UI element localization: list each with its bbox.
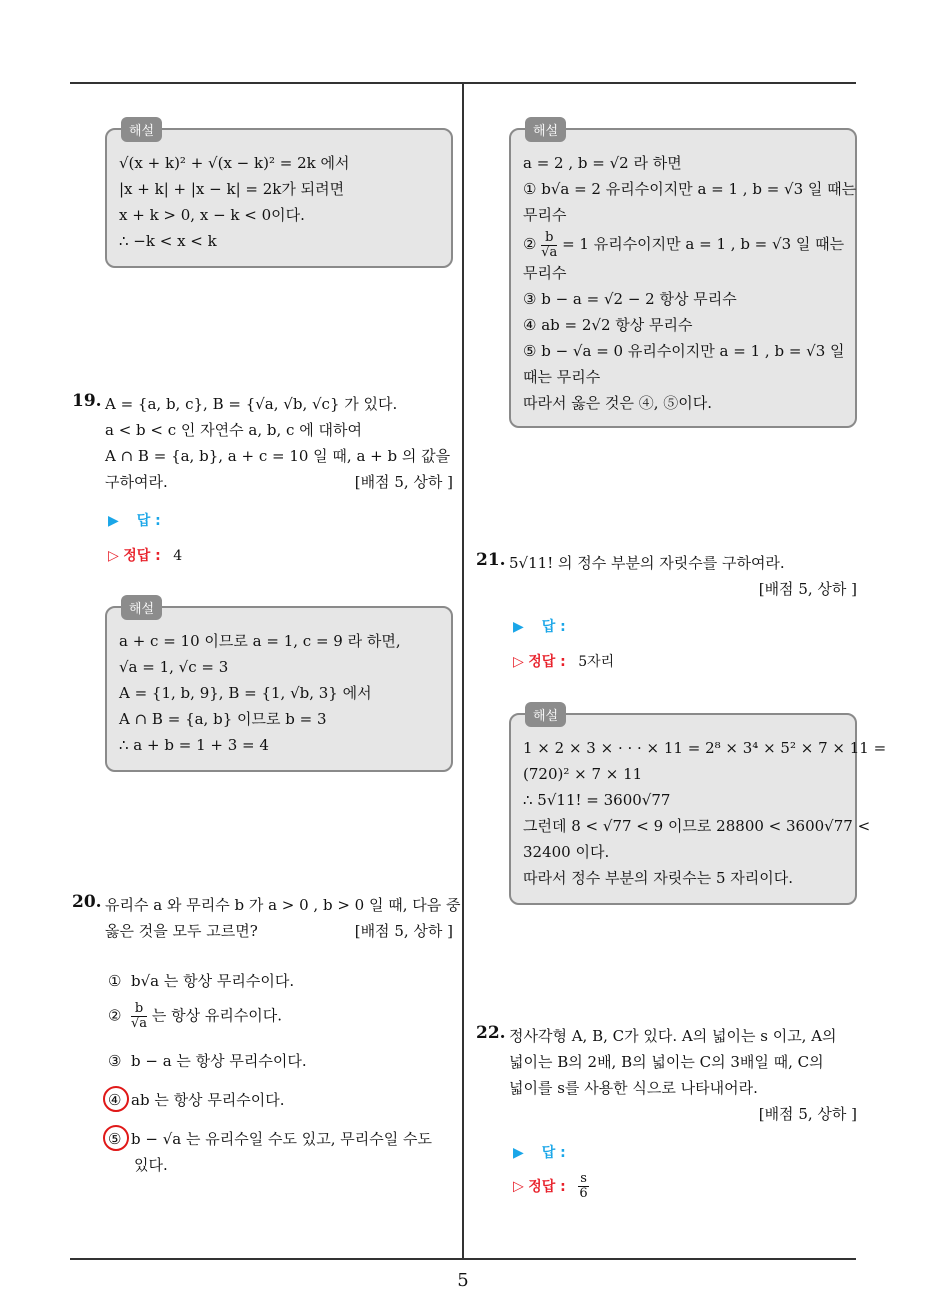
question-number-21: 21. (476, 550, 506, 570)
choice-text: b − a 는 항상 무리수이다. (131, 1052, 307, 1070)
column-divider (462, 83, 464, 1258)
triangle-icon: ▶ (513, 1145, 524, 1161)
solution-box-21 (509, 709, 887, 905)
question-line (105, 918, 453, 944)
correct-value: 4 (173, 548, 183, 564)
choice-text: b − √a 는 유리수일 수도 있고, 무리수일 수도 (131, 1130, 432, 1148)
question-line: 5√11! 의 정수 부분의 자릿수를 구하여라. (509, 554, 785, 572)
question-number-22: 22. (476, 1023, 506, 1043)
question-line: 정사각형 A, B, C가 있다. A의 넓이는 s 이고, A의 (509, 1027, 837, 1045)
question-line-text: 옳은 것을 모두 고르면? (105, 922, 258, 940)
choice-text: b√a 는 항상 무리수이다. (131, 972, 295, 990)
correct-row-19 (108, 545, 182, 565)
solution-line: ∴ a + b = 1 + 3 = 4 (119, 736, 269, 754)
question-line: 유리수 a 와 무리수 b 가 a > 0 , b > 0 일 때, 다음 중 (105, 896, 461, 914)
choice-mark: ① (108, 972, 122, 990)
question-number-19: 19. (72, 391, 102, 411)
answer-label: 답 : (541, 1145, 566, 1161)
question-21-text (509, 550, 857, 602)
answer-label: 답 : (541, 619, 566, 635)
solution-line: √a = 1, √c = 3 (119, 658, 229, 676)
solution-tag: 해설 (121, 595, 162, 620)
score-label: [배점 5, 상하 ] (354, 473, 453, 491)
choice-2[interactable] (108, 1002, 282, 1031)
question-line: a < b < c 인 자연수 a, b, c 에 대하여 (105, 421, 362, 439)
question-line-text: 구하여라. (105, 473, 168, 491)
fraction (541, 231, 557, 260)
page-number: 5 (457, 1270, 469, 1291)
solution-line: 따라서 정수 부분의 자릿수는 5 자리이다. (523, 869, 793, 887)
solution-line: √(x + k)² + √(x − k)² = 2k 에서 (119, 154, 350, 172)
choice-mark: ③ (108, 1052, 122, 1070)
choice-text: ab 는 항상 무리수이다. (131, 1091, 285, 1109)
triangle-outline-icon: ▷ (513, 1178, 524, 1195)
score-label: [배점 5, 상하 ] (354, 922, 453, 940)
answer-row-19 (108, 510, 161, 530)
fraction-numerator: b (541, 231, 557, 246)
question-20-text (105, 892, 461, 944)
solution-box-19 (105, 602, 453, 772)
solution-box-20 (509, 124, 857, 428)
solution-line: x + k > 0, x − k < 0이다. (119, 206, 305, 224)
answer-row-21 (513, 616, 566, 636)
correct-label: 정답 : (528, 1178, 566, 1195)
choice-4[interactable] (108, 1087, 285, 1113)
solution-line: a + c = 10 이므로 a = 1, c = 9 라 하면, (119, 632, 401, 650)
choice-3[interactable] (108, 1048, 307, 1074)
triangle-outline-icon: ▷ (108, 548, 119, 564)
bottom-rule (70, 1258, 856, 1260)
solution-tag: 해설 (525, 117, 566, 142)
correct-value: 5자리 (578, 654, 615, 670)
question-line: 넓이는 B의 2배, B의 넓이는 C의 3배일 때, C의 (509, 1053, 824, 1071)
triangle-icon: ▶ (108, 513, 119, 529)
fraction-denominator: √a (131, 1016, 148, 1031)
fraction-numerator: s (580, 1171, 587, 1186)
correct-fraction (578, 1172, 589, 1201)
solution-line: ④ ab = 2√2 항상 무리수 (523, 316, 693, 334)
question-19-text (105, 391, 453, 495)
question-number-20: 20. (72, 892, 102, 912)
question-line: A = {a, b, c}, B = {√a, √b, √c} 가 있다. (105, 395, 398, 413)
solution-line: 따라서 옳은 것은 ④, ⑤이다. (523, 394, 713, 412)
choice-text: 는 항상 유리수이다. (151, 1006, 283, 1025)
solution-line: ① b√a = 2 유리수이지만 a = 1 , b = √3 일 때는 (523, 180, 857, 198)
choice-5[interactable] (108, 1126, 453, 1178)
score-label: [배점 5, 상하 ] (758, 580, 857, 598)
correct-label: 정답 : (123, 548, 161, 564)
fraction-denominator: √a (541, 244, 558, 260)
solution-line: ⑤ b − √a = 0 유리수이지만 a = 1 , b = √3 일 (523, 342, 845, 360)
fraction-numerator: b (131, 1002, 147, 1017)
choice-text-continued: 있다. (134, 1156, 168, 1174)
triangle-outline-icon: ▷ (513, 654, 524, 670)
answer-row-22 (513, 1142, 566, 1162)
solution-line: 1 × 2 × 3 × · · · × 11 = 2⁸ × 3⁴ × 5² × 7 × 11 = (523, 739, 887, 757)
solution-line (523, 228, 843, 260)
question-line: 넓이를 s를 사용한 식으로 나타내어라. (509, 1079, 758, 1097)
answer-label: 답 : (136, 513, 161, 529)
solution-line: A ∩ B = {a, b} 이므로 b = 3 (119, 710, 327, 728)
correct-label: 정답 : (528, 654, 566, 670)
solution-tag: 해설 (525, 702, 566, 727)
solution-text: = 1 유리수이지만 a = 1 , b = √3 일 때는 (562, 235, 845, 253)
question-line (105, 469, 453, 495)
solution-line: ∴ 5√11! = 3600√77 (523, 791, 671, 809)
choice-mark: ② (108, 1006, 122, 1025)
choice-mark: ⑤ (108, 1130, 122, 1148)
triangle-icon: ▶ (513, 619, 524, 635)
choice-mark: ④ (108, 1091, 122, 1109)
fraction-denominator: 6 (579, 1186, 588, 1201)
solution-tag: 해설 (121, 117, 162, 142)
solution-line: a = 2 , b = √2 라 하면 (523, 154, 682, 172)
solution-box-18 (105, 124, 453, 268)
solution-line: ∴ −k < x < k (119, 232, 217, 250)
question-line: A ∩ B = {a, b}, a + c = 10 일 때, a + b 의 값을 (105, 447, 451, 465)
question-22-text (509, 1023, 857, 1127)
solution-line: A = {1, b, 9}, B = {1, √b, 3} 에서 (119, 684, 372, 702)
solution-line: 무리수 (523, 206, 567, 224)
solution-mark: ② (523, 235, 537, 253)
solution-line: 무리수 (523, 264, 567, 282)
fraction (131, 1002, 147, 1031)
solution-line: 32400 이다. (523, 843, 610, 861)
solution-line: (720)² × 7 × 11 (523, 765, 643, 783)
score-label: [배점 5, 상하 ] (758, 1105, 857, 1123)
solution-line: ③ b − a = √2 − 2 항상 무리수 (523, 290, 737, 308)
correct-row-22 (513, 1172, 589, 1201)
solution-line: 그런데 8 < √77 < 9 이므로 28800 < 3600√77 < (523, 817, 871, 835)
correct-row-21 (513, 651, 614, 671)
solution-line: |x + k| + |x − k| = 2k가 되려면 (119, 180, 345, 198)
choice-1[interactable] (108, 968, 294, 994)
solution-line: 때는 무리수 (523, 368, 601, 386)
